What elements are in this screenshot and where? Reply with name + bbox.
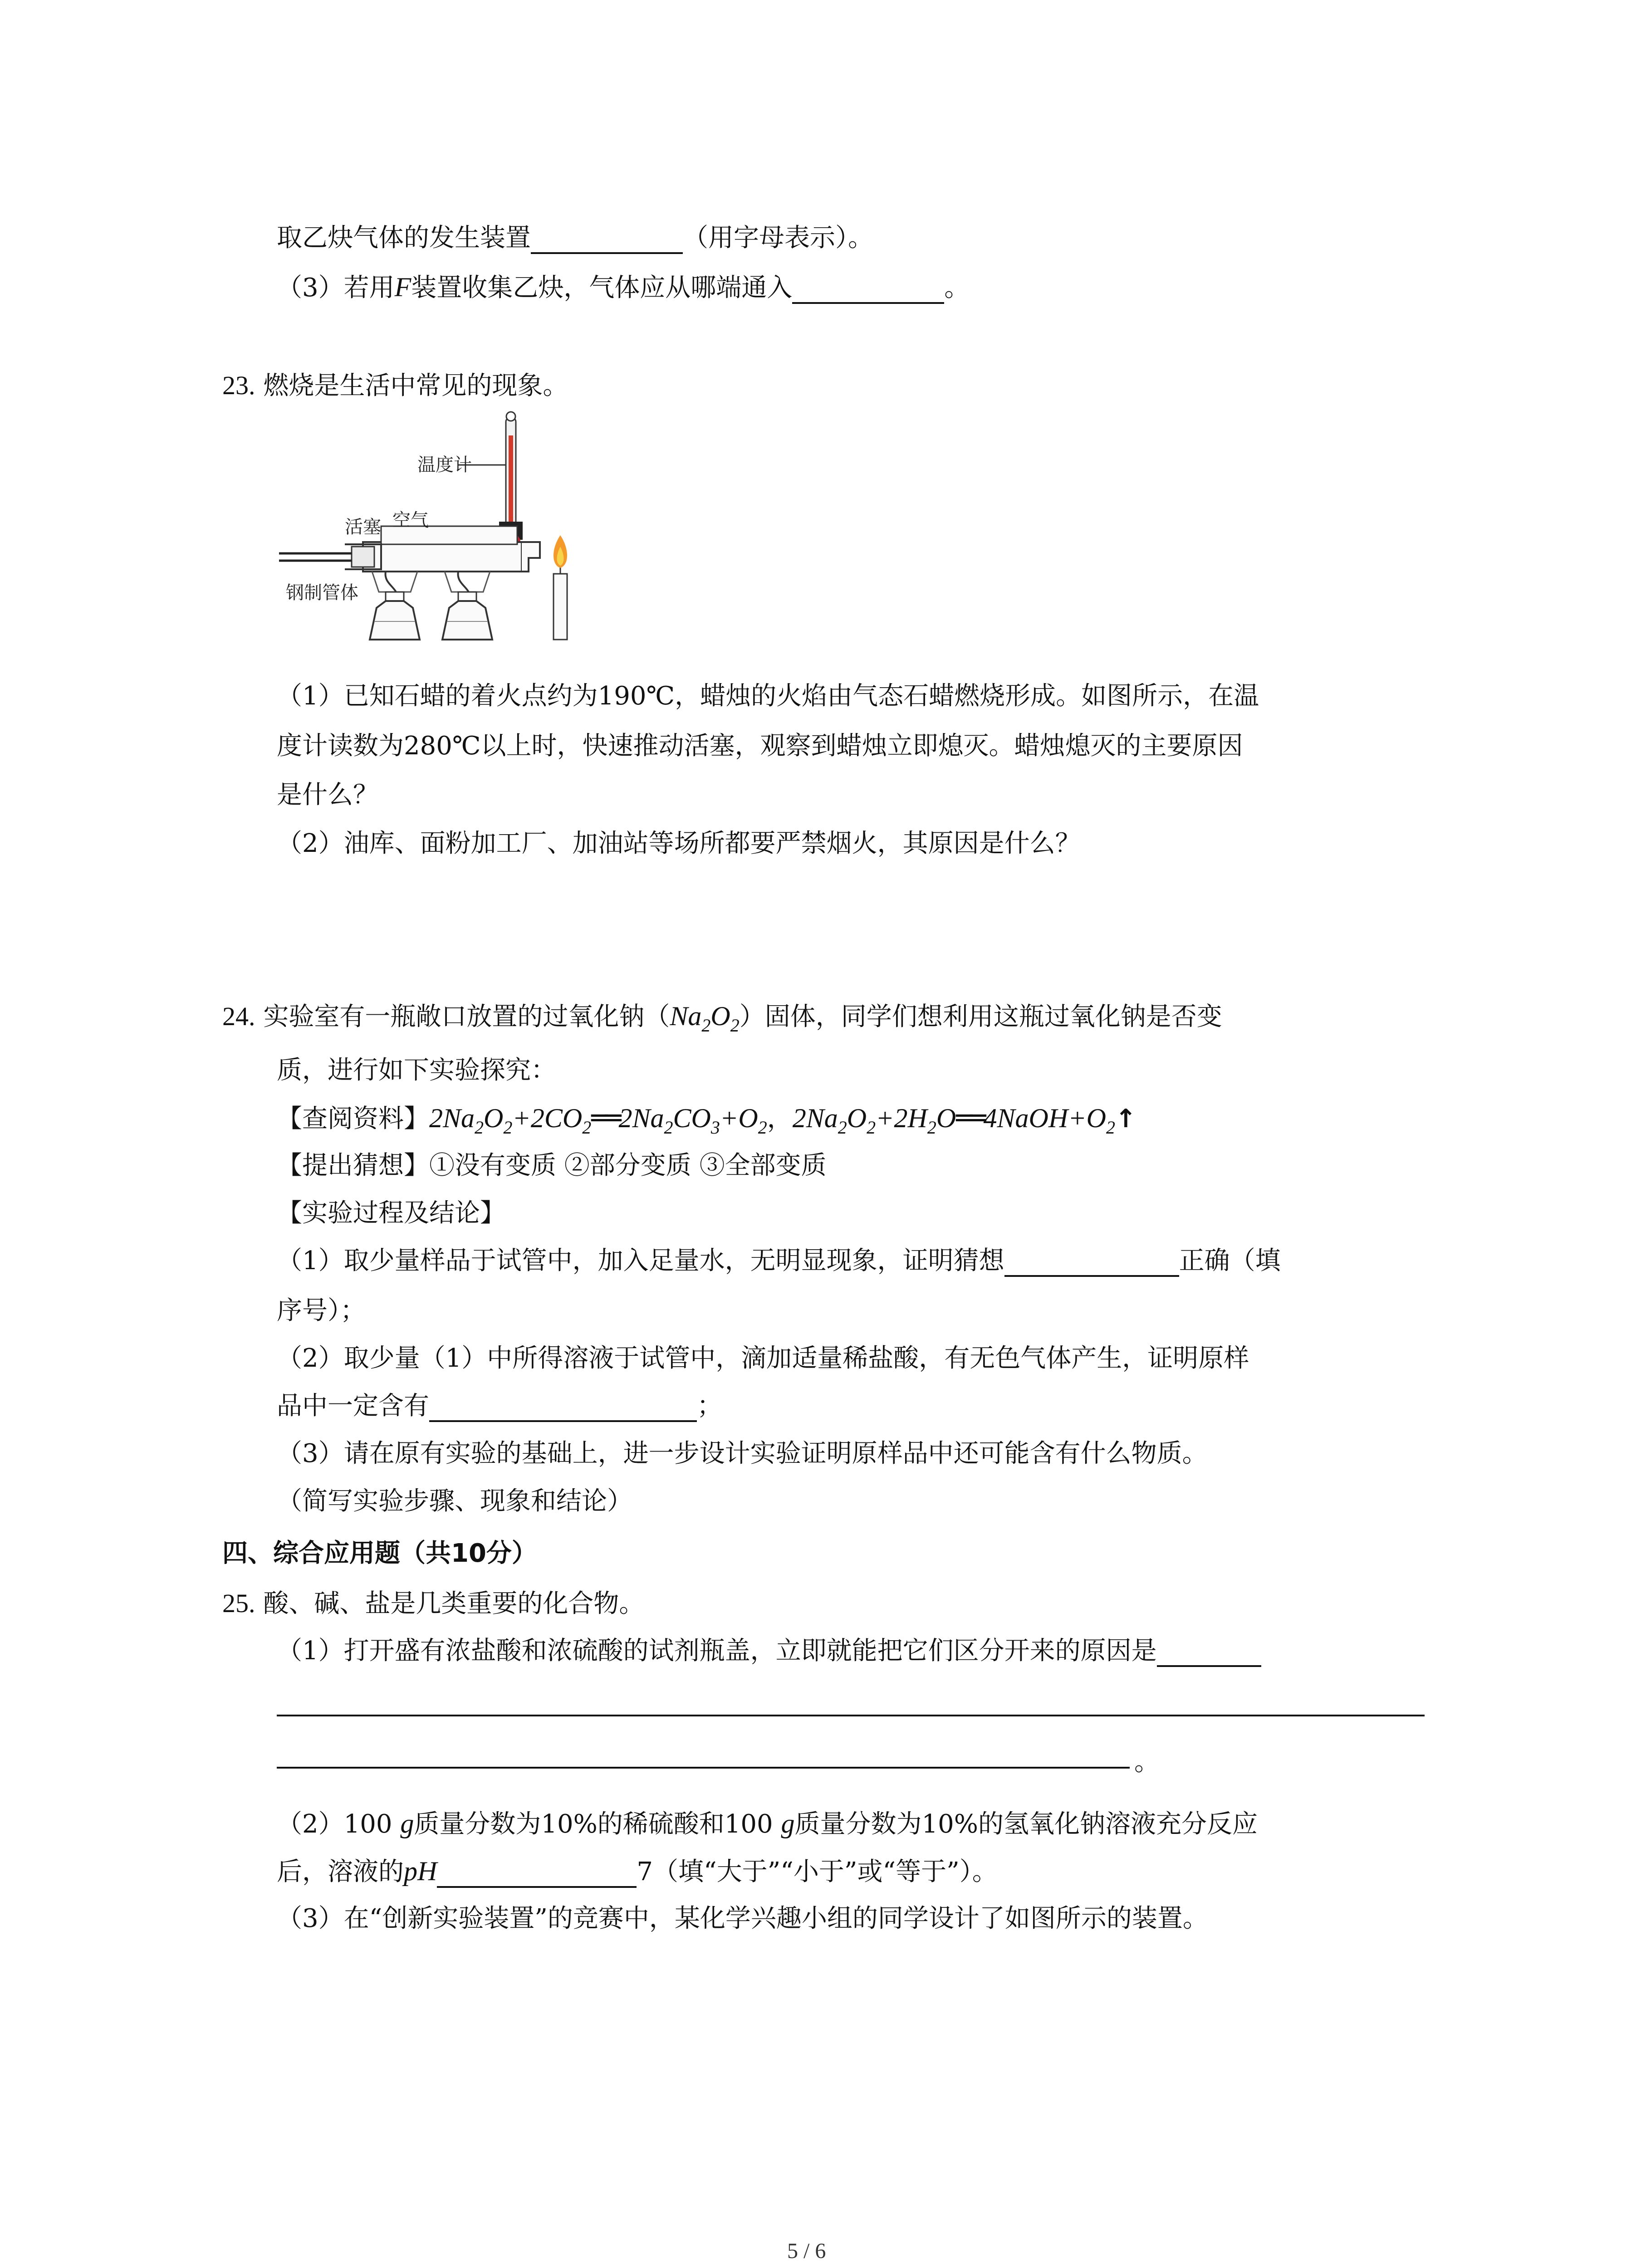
q22-line2-text: 装置收集乙炔，气体应从哪端通入 <box>411 273 793 303</box>
q24-process-line <box>277 1198 505 1229</box>
q24-answer-blank-1[interactable] <box>1004 1251 1179 1277</box>
q24-equation-2: $2Na_2O_2+2H_2O══4NaOH+O_2$ <box>792 1102 1115 1138</box>
q24-reference-line <box>277 1102 1136 1144</box>
q24-number: 24. <box>222 1002 255 1031</box>
q25-title: 酸、碱、盐是几类重要的化合物。 <box>263 1589 645 1618</box>
q24-s1-line2 <box>277 1295 366 1327</box>
q24-s3-a: （3）请在原有实验的基础上，进一步设计实验证明原样品中还可能含有什么物质。 <box>277 1439 1208 1468</box>
q23-p1-text3: 是什么？ <box>277 780 378 810</box>
q25-p1-line <box>277 1635 1261 1667</box>
q24-line1-b: ）固体，同学们想利用这瓶过氧化钠是否变 <box>739 1002 1222 1031</box>
q24-s2-line1 <box>277 1343 1249 1374</box>
q24-formula-sub2: 2 <box>730 1015 740 1036</box>
q24-line1-a: 实验室有一瓶敞口放置的过氧化钠（ <box>263 1002 670 1031</box>
q23-p1-text1: （1）已知石蜡的着火点约为190℃，蜡烛的火焰由气态石蜡燃烧形成。如图所示，在温 <box>277 681 1259 711</box>
q25-unit-g2: g <box>781 1809 795 1838</box>
gas-arrow-icon: ↑ <box>1115 1104 1136 1134</box>
q22-answer-blank-1[interactable] <box>531 228 683 254</box>
q24-s3-b: （简写实验步骤、现象和结论） <box>277 1486 632 1516</box>
q22-line1-text: 取乙炔气体的发生装置 <box>277 223 531 253</box>
q22-line2-prefix: （3）若用 <box>277 273 395 303</box>
q25-answer-blank-ph[interactable] <box>437 1862 637 1888</box>
q25-p2-e: 7（填“大于”“小于”或“等于”）。 <box>637 1857 998 1887</box>
q25-answer-line-2[interactable] <box>277 1715 1425 1716</box>
q24-line1 <box>222 1000 1222 1041</box>
q23-p1-line3 <box>277 779 378 811</box>
q25-p1-end-text: 。 <box>1134 1747 1160 1777</box>
q24-s2-line2 <box>277 1390 722 1422</box>
alcohol-lamp-left <box>370 572 420 640</box>
q24-s2-a: （2）取少量（1）中所得溶液于试管中，滴加适量稀盐酸，有无色气体产生，证明原样 <box>277 1344 1249 1373</box>
page-number: 5 / 6 <box>787 2239 826 2263</box>
q25-p2-b: 质量分数为10%的稀硫酸和100 <box>414 1809 773 1839</box>
candle <box>554 535 567 640</box>
q23-p2-text: （2）油库、面粉加工厂、加油站等场所都要严禁烟火，其原因是什么？ <box>277 829 1081 858</box>
q25-title-line <box>222 1588 644 1620</box>
q25-ph: pH <box>404 1856 437 1886</box>
q24-s2-c: ； <box>697 1391 722 1421</box>
q25-answer-blank-1[interactable] <box>1157 1641 1261 1667</box>
alcohol-lamp-right <box>442 572 492 640</box>
q24-process-label: 【实验过程及结论】 <box>277 1198 505 1228</box>
steel-tube <box>279 526 540 572</box>
q24-s2-b: 品中一定含有 <box>277 1391 429 1421</box>
q25-p2-d: 后，溶液的 <box>277 1857 404 1887</box>
q25-p1-text: （1）打开盛有浓盐酸和浓硫酸的试剂瓶盖，立即就能把它们区分开来的原因是 <box>277 1636 1157 1666</box>
section-4-heading <box>222 1538 537 1569</box>
q24-formula-na: Na <box>670 1001 702 1031</box>
q24-ref-label: 【查阅资料】 <box>277 1104 429 1134</box>
q25-answer-line-3[interactable] <box>277 1767 1130 1769</box>
q25-p2-line1 <box>277 1808 1258 1840</box>
q24-guess-text: ①没有变质 ②部分变质 ③全部变质 <box>429 1151 827 1180</box>
q25-p2-a: （2）100 <box>277 1809 392 1839</box>
q24-guess-line <box>277 1150 827 1182</box>
q23-number: 23. <box>222 371 255 400</box>
q22-line-1 <box>277 222 873 254</box>
q22-line-2 <box>277 271 970 304</box>
q24-answer-blank-2[interactable] <box>429 1396 697 1422</box>
q24-s3-line1 <box>277 1438 1208 1470</box>
combustion-apparatus-figure <box>277 408 603 644</box>
q22-answer-blank-2[interactable] <box>792 278 944 304</box>
q25-number: 25. <box>222 1589 255 1618</box>
q25-unit-g1: g <box>400 1809 414 1838</box>
q25-p3-line <box>277 1903 1208 1935</box>
q24-line2-text: 质，进行如下实验探究： <box>277 1056 556 1085</box>
q23-p1-text2: 度计读数为280℃以上时，快速推动活塞，观察到蜡烛立即熄灭。蜡烛熄灭的主要原因 <box>277 731 1243 761</box>
q24-guess-label: 【提出猜想】 <box>277 1151 429 1180</box>
q24-equations: $2Na_2O_2+2CO_2══2Na_2CO_3+O_2$ <box>429 1102 767 1138</box>
q24-eq-sep: ， <box>767 1104 793 1134</box>
q23-title: 燃烧是生活中常见的现象。 <box>263 371 568 401</box>
label-piston: 活塞 <box>345 517 381 538</box>
q24-s1-a: （1）取少量样品于试管中，加入足量水，无明显现象，证明猜想 <box>277 1246 1004 1276</box>
q22-line1-after: （用字母表示）。 <box>683 223 873 253</box>
q23-p1-line1 <box>277 680 1259 712</box>
q24-line2 <box>277 1055 556 1086</box>
q25-p3-text: （3）在“创新实验装置”的竞赛中，某化学兴趣小组的同学设计了如图所示的装置。 <box>277 1904 1208 1933</box>
q25-p2-line2 <box>277 1855 998 1888</box>
q23-p1-line2 <box>277 730 1243 762</box>
q24-formula-o: O <box>710 1001 730 1031</box>
q22-line2-end: 。 <box>944 273 970 303</box>
q23-title-line <box>222 370 568 402</box>
q24-s3-line2 <box>277 1486 632 1517</box>
q23-p2-line <box>277 828 1081 860</box>
q25-p2-c: 质量分数为10%的氢氧化钠溶液充分反应 <box>794 1809 1258 1839</box>
q22-letter-f: F <box>394 272 411 302</box>
q24-s1-c: 序号）； <box>277 1296 366 1325</box>
section-4-heading-text: 四、综合应用题（共10分） <box>222 1539 537 1568</box>
q24-s1-b: 正确（填 <box>1179 1246 1281 1276</box>
label-thermometer: 温度计 <box>417 455 472 475</box>
label-air: 空气 <box>392 510 429 531</box>
q25-p1-end <box>1134 1746 1160 1778</box>
q24-formula-sub1: 2 <box>701 1015 711 1036</box>
q24-s1-line1 <box>277 1245 1281 1277</box>
label-steel-tube: 钢制管体 <box>286 582 358 603</box>
